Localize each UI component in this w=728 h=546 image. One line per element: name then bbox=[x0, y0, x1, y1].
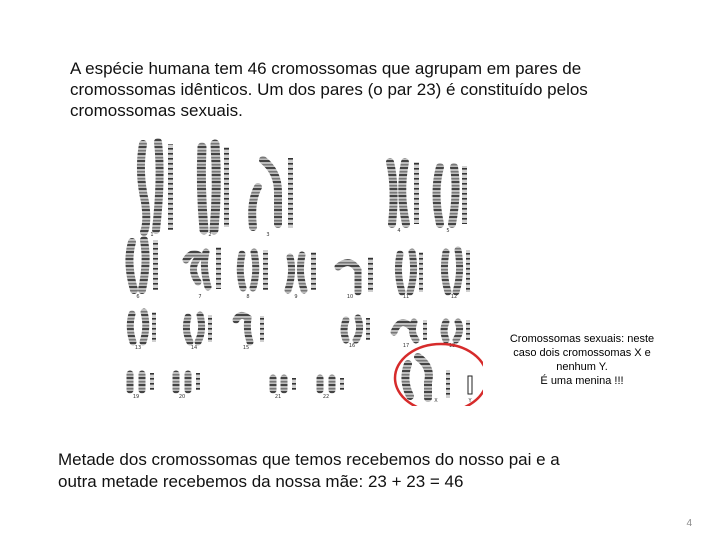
label-x: X bbox=[434, 398, 438, 404]
label-8: 8 bbox=[246, 294, 250, 300]
label-15: 15 bbox=[242, 345, 250, 351]
intro-line-2: cromossomas idênticos. Um dos pares (o par 23) é constituído pelos bbox=[70, 80, 588, 99]
sex-chromosomes bbox=[405, 357, 472, 398]
label-12: 12 bbox=[450, 294, 458, 300]
label-y: Y bbox=[468, 398, 472, 404]
chromosome-pair-17 bbox=[394, 320, 427, 340]
chromosome-pair-20 bbox=[176, 373, 200, 390]
callout-line-4: É uma menina !!! bbox=[540, 375, 624, 387]
label-21: 21 bbox=[274, 394, 282, 400]
chromosome-pair-1 bbox=[141, 142, 173, 232]
label-11: 11 bbox=[402, 294, 410, 300]
intro-line-1: A espécie humana tem 46 cromossomas que agrupam em pares de bbox=[70, 59, 582, 78]
chromosome-pair-16 bbox=[344, 318, 370, 340]
chromosome-pair-5 bbox=[437, 166, 468, 224]
label-10: 10 bbox=[346, 294, 354, 300]
sex-chromosome-callout bbox=[500, 332, 664, 388]
label-2: 2 bbox=[208, 232, 212, 238]
chromosome-pair-11 bbox=[398, 252, 423, 292]
label-19: 19 bbox=[132, 394, 140, 400]
chromosome-pair-4 bbox=[390, 162, 419, 224]
chromosome-pair-12 bbox=[444, 250, 470, 292]
chromosome-pair-3 bbox=[252, 158, 293, 228]
callout-line-3: nenhum Y. bbox=[556, 361, 608, 373]
outro-line-2: outra metade recebemos da nossa mãe: 23 + 23 = 46 bbox=[58, 472, 464, 491]
label-7: 7 bbox=[198, 294, 202, 300]
chromosome-pair-2 bbox=[201, 144, 229, 230]
label-9: 9 bbox=[294, 294, 298, 300]
label-22: 22 bbox=[322, 394, 330, 400]
chromosome-pair-7 bbox=[186, 247, 221, 289]
chromosome-pair-6 bbox=[129, 240, 158, 290]
chromosome-pair-19 bbox=[130, 373, 154, 390]
outro-line-1: Metade dos cromossomas que temos recebemos do nosso pai e a bbox=[58, 450, 560, 469]
label-3: 3 bbox=[266, 232, 270, 238]
chromosome-pair-18 bbox=[444, 320, 470, 340]
chromosome-pair-10 bbox=[338, 257, 373, 292]
chromosome-pair-8 bbox=[240, 250, 268, 290]
label-17: 17 bbox=[402, 343, 410, 349]
label-20: 20 bbox=[178, 394, 186, 400]
label-13: 13 bbox=[134, 345, 142, 351]
callout-line-2: caso dois cromossomas X e bbox=[513, 347, 651, 359]
chromosome-pair-9 bbox=[288, 252, 316, 290]
intro-line-3: cromossomas sexuais. bbox=[70, 101, 243, 120]
chromosome-pair-22 bbox=[320, 378, 344, 390]
chromosome-pair-14 bbox=[186, 315, 212, 342]
outro-text bbox=[58, 449, 658, 493]
label-6: 6 bbox=[136, 294, 140, 300]
label-18: 18 bbox=[448, 343, 456, 349]
callout-line-1: Cromossomas sexuais: neste bbox=[509, 333, 655, 345]
chromosome-pair-15 bbox=[236, 315, 264, 342]
label-1: 1 bbox=[150, 232, 154, 238]
chromosome-pair-21 bbox=[273, 378, 296, 390]
label-5: 5 bbox=[446, 228, 450, 234]
page-number: 4 bbox=[686, 518, 692, 529]
karyotype-image bbox=[118, 132, 483, 406]
label-14: 14 bbox=[190, 345, 198, 351]
intro-text bbox=[70, 58, 670, 121]
chromosome-pair-13 bbox=[130, 312, 156, 342]
label-4: 4 bbox=[397, 228, 401, 234]
label-16: 16 bbox=[348, 343, 356, 349]
